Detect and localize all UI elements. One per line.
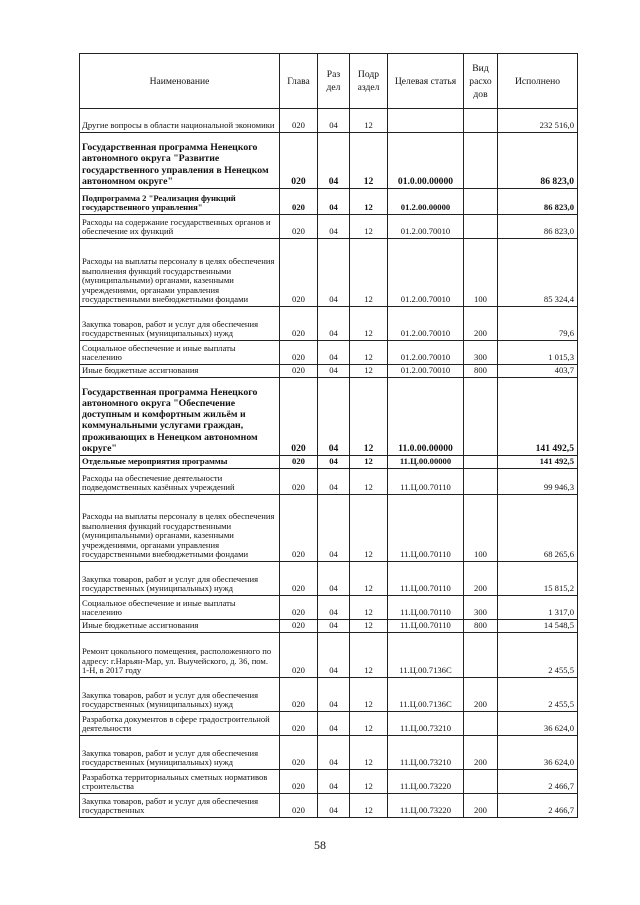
cell-podrazdel: 12: [350, 495, 388, 562]
cell-amount: 232 516,0: [498, 109, 578, 133]
table-row: [80, 712, 578, 736]
table-row: [80, 495, 578, 562]
cell-glava: 020: [280, 712, 318, 736]
cell-vid: [464, 215, 498, 239]
cell-vid: 200: [464, 794, 498, 818]
cell-amount: 141 492,5: [498, 456, 578, 469]
cell-podrazdel: 12: [350, 712, 388, 736]
cell-vid: [464, 189, 498, 215]
cell-name: Закупка товаров, работ и услуг для обеспечения государственных (муниципальных) нужд: [80, 736, 280, 770]
header-name: Наименование: [80, 54, 280, 109]
cell-amount: 1 015,3: [498, 341, 578, 365]
table-row: [80, 770, 578, 794]
table-row: [80, 633, 578, 678]
cell-glava: 020: [280, 109, 318, 133]
cell-razdel: 04: [318, 736, 350, 770]
cell-razdel: 04: [318, 633, 350, 678]
cell-podrazdel: 12: [350, 215, 388, 239]
cell-podrazdel: 12: [350, 794, 388, 818]
cell-vid: 800: [464, 620, 498, 633]
cell-glava: 020: [280, 133, 318, 189]
cell-article: 11.Ц.00.70110: [388, 596, 464, 620]
cell-razdel: 04: [318, 596, 350, 620]
cell-vid: 200: [464, 736, 498, 770]
cell-razdel: 04: [318, 620, 350, 633]
cell-razdel: 04: [318, 378, 350, 456]
table-body: [80, 109, 578, 818]
cell-amount: 2 466,7: [498, 770, 578, 794]
header-done: Исполнено: [498, 54, 578, 109]
cell-name: Закупка товаров, работ и услуг для обеспечения государственных (муниципальных) нужд: [80, 562, 280, 596]
cell-glava: 020: [280, 456, 318, 469]
cell-vid: [464, 109, 498, 133]
cell-razdel: 04: [318, 456, 350, 469]
cell-vid: [464, 712, 498, 736]
cell-vid: 300: [464, 596, 498, 620]
cell-razdel: 04: [318, 770, 350, 794]
cell-name: Социальное обеспечение и иные выплаты населению: [80, 596, 280, 620]
cell-podrazdel: 12: [350, 678, 388, 712]
table-row: [80, 341, 578, 365]
header-vid: Вид расхо дов: [464, 54, 498, 109]
budget-table: [79, 53, 578, 818]
cell-article: 01.2.00.70010: [388, 341, 464, 365]
cell-article: 01.2.00.70010: [388, 215, 464, 239]
cell-glava: 020: [280, 596, 318, 620]
cell-podrazdel: 12: [350, 633, 388, 678]
cell-article: 11.Ц.00.73220: [388, 770, 464, 794]
cell-article: 11.Ц.00.70110: [388, 562, 464, 596]
cell-vid: 800: [464, 365, 498, 378]
cell-amount: 15 815,2: [498, 562, 578, 596]
cell-amount: 141 492,5: [498, 378, 578, 456]
cell-vid: 200: [464, 307, 498, 341]
cell-name: Иные бюджетные ассигнования: [80, 620, 280, 633]
table-row: [80, 562, 578, 596]
cell-name: Закупка товаров, работ и услуг для обеспечения государственных (муниципальных) нужд: [80, 678, 280, 712]
table-row: [80, 456, 578, 469]
cell-glava: 020: [280, 736, 318, 770]
cell-vid: [464, 633, 498, 678]
cell-name: Закупка товаров, работ и услуг для обеспечения государственных (муниципальных) нужд: [80, 307, 280, 341]
cell-amount: 99 946,3: [498, 469, 578, 495]
cell-glava: 020: [280, 239, 318, 307]
cell-name: Ремонт цокольного помещения, расположенного по адресу: г.Нарьян-Мар, ул. Выучейского, д. 36, пом. 1-Н, в 2017 году: [80, 633, 280, 678]
cell-razdel: 04: [318, 215, 350, 239]
cell-razdel: 04: [318, 341, 350, 365]
cell-article: 11.Ц.00.70110: [388, 469, 464, 495]
cell-razdel: 04: [318, 133, 350, 189]
cell-amount: 403,7: [498, 365, 578, 378]
cell-name: Разработка территориальных сметных нормативов строительства: [80, 770, 280, 794]
cell-podrazdel: 12: [350, 109, 388, 133]
table-row: [80, 620, 578, 633]
cell-podrazdel: 12: [350, 133, 388, 189]
cell-name: Расходы на обеспечение деятельности подведомственных казённых учреждений: [80, 469, 280, 495]
header-podrazdel: Подр аздел: [350, 54, 388, 109]
cell-name: Другие вопросы в области национальной экономики: [80, 109, 280, 133]
table-row: [80, 239, 578, 307]
cell-glava: 020: [280, 770, 318, 794]
table-row: [80, 596, 578, 620]
cell-article: 11.Ц.00.73210: [388, 712, 464, 736]
cell-glava: 020: [280, 341, 318, 365]
cell-vid: [464, 456, 498, 469]
cell-article: 11.0.00.00000: [388, 378, 464, 456]
cell-amount: 2 455,5: [498, 678, 578, 712]
cell-amount: 36 624,0: [498, 736, 578, 770]
table-row: [80, 469, 578, 495]
cell-vid: 200: [464, 678, 498, 712]
cell-podrazdel: 12: [350, 469, 388, 495]
cell-glava: 020: [280, 794, 318, 818]
cell-glava: 020: [280, 307, 318, 341]
table-header: [80, 54, 578, 109]
cell-glava: 020: [280, 469, 318, 495]
cell-vid: 100: [464, 239, 498, 307]
cell-name: Разработка документов в сфере градостроительной деятельности: [80, 712, 280, 736]
cell-amount: 85 324,4: [498, 239, 578, 307]
table-row: [80, 365, 578, 378]
cell-razdel: 04: [318, 469, 350, 495]
cell-razdel: 04: [318, 495, 350, 562]
cell-name: Социальное обеспечение и иные выплаты населению: [80, 341, 280, 365]
cell-amount: 14 548,5: [498, 620, 578, 633]
cell-article: 01.2.00.70010: [388, 239, 464, 307]
page-number: 58: [314, 838, 326, 852]
cell-name: Расходы на выплаты персоналу в целях обеспечения выполнения функций государственными (муниципальными) органами, казенными учреждениями, органами управления государственными внебюджетными фондами: [80, 239, 280, 307]
cell-article: 11.Ц.00.7136С: [388, 678, 464, 712]
cell-vid: 300: [464, 341, 498, 365]
cell-amount: 36 624,0: [498, 712, 578, 736]
cell-name: Расходы на содержание государственных органов и обеспечение их функций: [80, 215, 280, 239]
cell-podrazdel: 12: [350, 620, 388, 633]
cell-podrazdel: 12: [350, 456, 388, 469]
cell-glava: 020: [280, 620, 318, 633]
cell-glava: 020: [280, 378, 318, 456]
cell-razdel: 04: [318, 239, 350, 307]
cell-vid: [464, 378, 498, 456]
cell-razdel: 04: [318, 109, 350, 133]
cell-article: 01.0.00.00000: [388, 133, 464, 189]
table-row: [80, 678, 578, 712]
cell-glava: 020: [280, 189, 318, 215]
cell-article: 01.2.00.70010: [388, 365, 464, 378]
cell-amount: 86 823,0: [498, 215, 578, 239]
cell-vid: [464, 133, 498, 189]
cell-vid: 100: [464, 495, 498, 562]
header-razdel: Раз дел: [318, 54, 350, 109]
cell-podrazdel: 12: [350, 596, 388, 620]
cell-razdel: 04: [318, 365, 350, 378]
cell-podrazdel: 12: [350, 341, 388, 365]
cell-podrazdel: 12: [350, 239, 388, 307]
cell-podrazdel: 12: [350, 365, 388, 378]
cell-article: [388, 109, 464, 133]
cell-podrazdel: 12: [350, 378, 388, 456]
cell-podrazdel: 12: [350, 770, 388, 794]
cell-podrazdel: 12: [350, 189, 388, 215]
cell-amount: 86 823,0: [498, 189, 578, 215]
cell-razdel: 04: [318, 307, 350, 341]
cell-name: Закупка товаров, работ и услуг для обеспечения государственных: [80, 794, 280, 818]
cell-amount: 1 317,0: [498, 596, 578, 620]
cell-name: Иные бюджетные ассигнования: [80, 365, 280, 378]
cell-glava: 020: [280, 562, 318, 596]
cell-article: 11.Ц.00.73220: [388, 794, 464, 818]
cell-amount: 2 466,7: [498, 794, 578, 818]
cell-vid: 200: [464, 562, 498, 596]
cell-razdel: 04: [318, 794, 350, 818]
cell-article: 01.2.00.00000: [388, 189, 464, 215]
cell-name: Отдельные мероприятия программы: [80, 456, 280, 469]
table-row: [80, 794, 578, 818]
cell-vid: [464, 469, 498, 495]
cell-name: Государственная программа Ненецкого автономного округа "Развитие государственного управления в Ненецком автономном округе": [80, 133, 280, 189]
table-row: [80, 133, 578, 189]
cell-article: 11.Ц.00.73210: [388, 736, 464, 770]
table-row: [80, 109, 578, 133]
cell-article: 11.Ц.00.7136С: [388, 633, 464, 678]
cell-glava: 020: [280, 633, 318, 678]
table-row: [80, 215, 578, 239]
header-article: Целевая статья: [388, 54, 464, 109]
cell-article: 01.2.00.70010: [388, 307, 464, 341]
cell-amount: 68 265,6: [498, 495, 578, 562]
cell-razdel: 04: [318, 189, 350, 215]
cell-glava: 020: [280, 678, 318, 712]
cell-razdel: 04: [318, 562, 350, 596]
table-row: [80, 378, 578, 456]
table-row: [80, 189, 578, 215]
table-row: [80, 307, 578, 341]
cell-name: Подпрограмма 2 "Реализация функций государственного управления": [80, 189, 280, 215]
cell-name: Расходы на выплаты персоналу в целях обеспечения выполнения функций государственными (муниципальными) органами, казенными учреждениями, органами управления государственными внебюджетными фондами: [80, 495, 280, 562]
cell-podrazdel: 12: [350, 562, 388, 596]
cell-vid: [464, 770, 498, 794]
cell-article: 11.Ц.00.70110: [388, 495, 464, 562]
cell-podrazdel: 12: [350, 307, 388, 341]
table-row: [80, 736, 578, 770]
cell-glava: 020: [280, 495, 318, 562]
cell-name: Государственная программа Ненецкого автономного округа "Обеспечение доступным и комфортным жильём и коммунальными услугами граждан, проживающих в Ненецком автономном округе": [80, 378, 280, 456]
cell-article: 11.Ц.00.70110: [388, 620, 464, 633]
cell-razdel: 04: [318, 678, 350, 712]
cell-glava: 020: [280, 365, 318, 378]
cell-amount: 2 455,5: [498, 633, 578, 678]
header-glava: Глава: [280, 54, 318, 109]
cell-glava: 020: [280, 215, 318, 239]
cell-razdel: 04: [318, 712, 350, 736]
cell-amount: 86 823,0: [498, 133, 578, 189]
cell-amount: 79,6: [498, 307, 578, 341]
cell-article: 11.Ц.00.00000: [388, 456, 464, 469]
cell-podrazdel: 12: [350, 736, 388, 770]
